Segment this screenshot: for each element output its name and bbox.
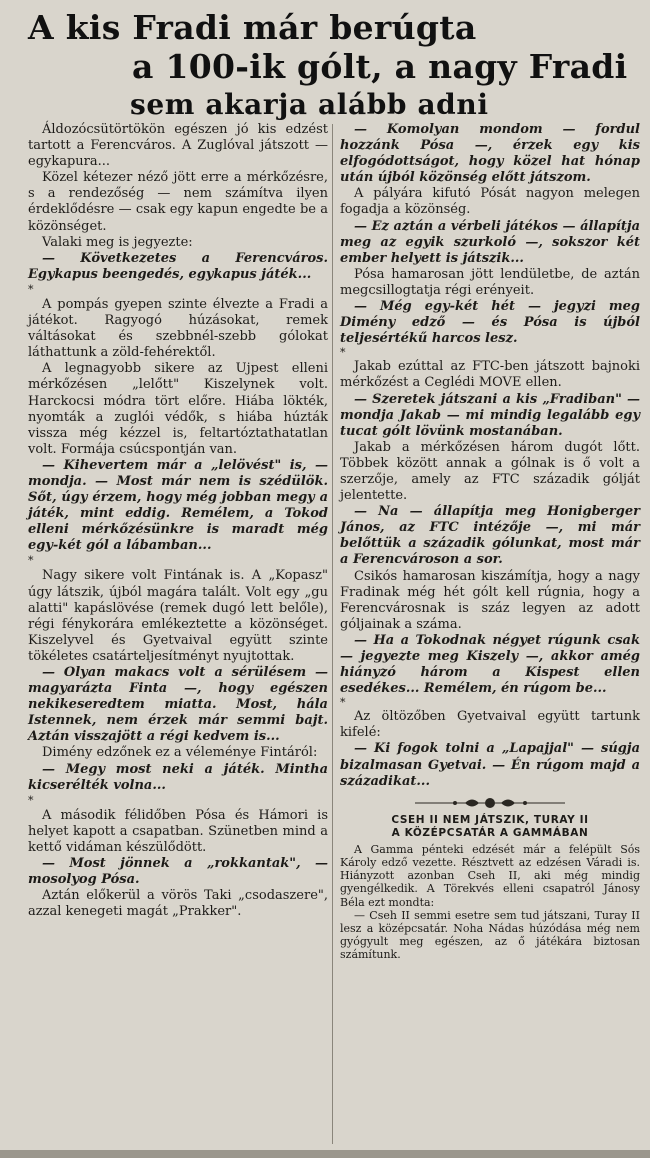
right-column-articles (340, 122, 640, 790)
headline-line-3: sem akarja alább adni (130, 88, 489, 121)
quote-paragraph: — Most jönnek a „rokkantak", — mosolyog Pósa. (28, 856, 328, 888)
quote-paragraph: — Ha a Tokodnak négyet rúgunk csak — jegyezte meg Kiszely —, akkor amég hiányzó három a Kispest ellen esedékes... Remélem, én rúgom be... (340, 632, 640, 697)
section-separator: * (28, 793, 34, 807)
headline (0, 0, 650, 120)
quote-paragraph: — Megy most neki a játék. Mintha kicserélték volna... (28, 761, 328, 793)
quote-paragraph: — Ki fogok tolni a „Lapajjal" — súgja bizalmasan Gyetvai. — Én rúgom majd a századikat... (340, 741, 640, 789)
paragraph: Pósa hamarosan jött lendületbe, de aztán megcsillogtatja régi erényeit. (340, 266, 640, 298)
quote-paragraph: — Szeretek játszani a kis „Fradiban" — mondja Jakab — mi mindig legalább egy tucat gólt lövünk mostanában. (340, 391, 640, 439)
quote-paragraph: — Komolyan mondom — fordul hozzánk Pósa —, érzek egy kis elfogódottságot, hogy közel hat hónap után újból közönség előtt játszom. (340, 122, 640, 186)
right-column (340, 122, 640, 962)
section-separator: * (340, 696, 346, 710)
ornament-icon (415, 796, 565, 810)
paragraph: A második félidőben Pósa és Hámori is helyet kapott a csapatban. Szünetben mind a kettő vidáman készülődött. (28, 807, 328, 855)
paragraph: Nagy sikere volt Fintának is. A „Kopasz" úgy látszik, újból magára talált. Volt egy „gu alatti" kapáslövése (remek dugó lett belőle), régi fénykorára emlékeztette a közönséget. Kiszelyvel és Gyetvaival együtt szinte tökéletes csatárteljesítményt nyujtottak. (28, 568, 328, 664)
quote-paragraph: — Kihevertem már a „lelövést" is, — mondja. — Most már nem is szédülök. Sőt, úgy érzem, hogy még jobban megy a játék, mint eddig. Remélem, a Tokod elleni mérkőzésünkre is maradt még egy-két gól a lábamban... (28, 457, 328, 554)
paragraph: Jakab a mérkőzésen három dugót lőtt. Többek között annak a gólnak is ő volt a szerzője, amely az FTC századik gólját jelentette. (340, 439, 640, 504)
quote-paragraph: — Még egy-két hét — jegyzi meg Dimény edző — és Pósa is újból teljesértékű harcos lesz. (340, 299, 640, 347)
quote-paragraph: — Ez aztán a vérbeli játékos — állapítja meg az egyik szurkoló —, sokszor két ember helyett is játszik... (340, 218, 640, 266)
paragraph: Aztán előkerül a vörös Taki „csodaszere", azzal kenegeti magát „Prakker". (28, 888, 328, 920)
paragraph: A pályára kifutó Pósát nagyon melegen fogadja a közönség. (340, 186, 640, 218)
ornament-divider (340, 796, 640, 810)
left-column (28, 122, 328, 920)
paragraph: Az öltözőben Gyetvaival együtt tartunk kifelé: (340, 709, 640, 741)
paragraph: Valaki meg is jegyezte: (42, 234, 193, 250)
headline-line-1: A kis Fradi már berúgta (28, 8, 477, 47)
sidebar-heading-line-2: A KÖZÉPCSATÁR A GAMMÁBAN (391, 826, 589, 839)
paragraph: — Cseh II semmi esetre sem tud játszani, Turay II lesz a középcsatár. Noha Nádas húzódása még nem gyógyult meg egészen, az ő játékára biztosan számítunk. (340, 908, 640, 962)
paragraph: A pompás gyepen szinte élvezte a Fradi a játékot. Ragyogó húzásokat, remek váltásokat és szebbnél-szebb gólokat láthattunk a zöld-fehérektől. (28, 296, 328, 361)
paragraph: Közel kétezer néző jött erre a mérkőzésre, s a rendezőség — nem számítva ilyen érdeklődésre — csak egy kapun engedte be a közönséget. (28, 170, 328, 234)
page-bottom-edge (0, 1150, 650, 1158)
paragraph: Dimény edzőnek ez a véleménye Fintáról: (42, 745, 318, 761)
paragraph: A legnagyobb sikere az Ujpest elleni mérkőzésen „lelőtt" Kiszelynek volt. Harckocsi módra tört előre. Hiába lökték, nyomták a zuglói védők, s hiába húzták vissza még kézzel is, feltartóztathatatlan volt. Formája csúcspontján van. (28, 361, 328, 457)
sidebar-heading (340, 814, 640, 840)
column-divider (332, 124, 333, 1144)
section-separator: * (28, 554, 34, 568)
quote-paragraph: — Olyan makacs volt a sérülésem — magyarázta Finta —, hogy egészen nekikeseredtem miatta. Most, hála Istennek, nem érzek már semmi bajt. Aztán visszajött a régi kedvem is... (28, 665, 328, 745)
headline-line-2: a 100-ik gólt, a nagy Fradi (132, 47, 628, 86)
quote-paragraph: — Következetes a Ferencváros. Egykapus beengedés, egykapus játék... (28, 250, 328, 282)
section-separator: * (340, 346, 346, 360)
paragraph: A Gamma pénteki edzését már a felépült Sós Károly edző vezette. Résztvett az edzésen Váradi is. Hiányzott azonban Cseh II, aki még mindig gyengélkedik. A Törekvés elleni csapatról Jánosy Béla ezt mondta: (340, 842, 640, 909)
section-separator: * (28, 282, 34, 296)
quote-paragraph: — Na — állapítja meg Honigberger János, az FTC intézője —, mi már belőttük a századik gólunkat, most már a Ferencvároson a sor. (340, 504, 640, 568)
paragraph: Csikós hamarosan kiszámítja, hogy a nagy Fradinak még hét gólt kell rúgnia, hogy a Ferencvárosnak is száz legyen az adott góljainak a száma. (340, 568, 640, 632)
paragraph: Jakab ezúttal az FTC-ben játszott bajnoki mérkőzést a Ceglédi MOVE ellen. (340, 359, 640, 391)
sidebar-body (340, 843, 640, 962)
paragraph: Áldozócsütörtökön egészen jó kis edzést tartott a Ferencváros. A Zuglóval játszott — egykapura... (28, 122, 328, 170)
sidebar-heading-line-1: CSEH II NEM JÁTSZIK, TURAY II (391, 813, 589, 826)
